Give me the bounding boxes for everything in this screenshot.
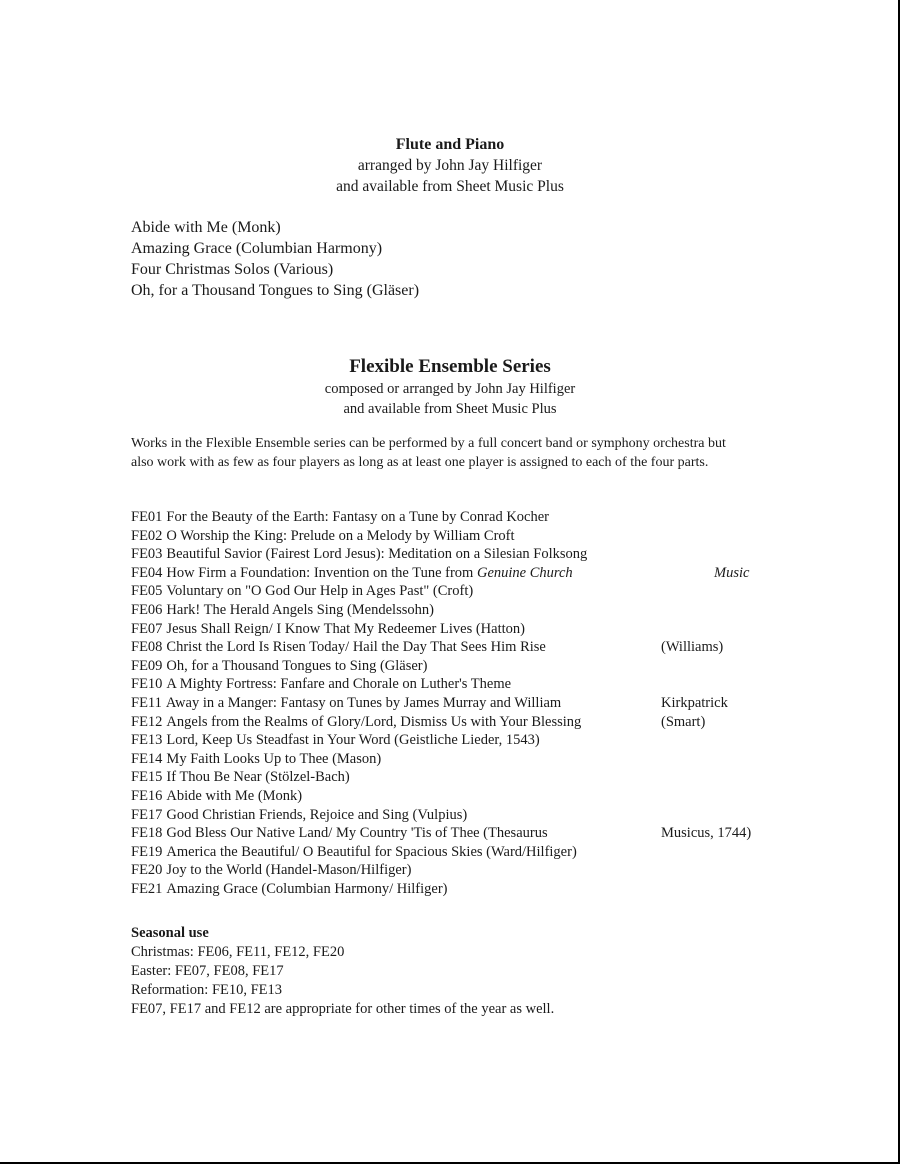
flute-piece: Abide with Me (Monk) [131,219,281,236]
flute-section-header [0,134,900,197]
flute-piece: Amazing Grace (Columbian Harmony) [131,240,383,257]
fe-section-title: Flexible Ensemble Series [349,356,551,377]
fe-code: FE18 [131,825,163,842]
fe-list-item [131,675,781,694]
fe-code: FE08 [131,639,163,656]
seasonal-line: Reformation: FE10, FE13 [131,982,283,998]
fe-title: O Worship the King: Prelude on a Melody by William Croft [166,527,515,544]
fe-title-tail: Musicus, 1744) [661,825,752,842]
fe-list-item [131,824,781,843]
fe-list-item [131,620,781,639]
fe-code: FE20 [131,862,163,879]
fe-code: FE13 [131,732,163,749]
flute-piece: Oh, for a Thousand Tongues to Sing (Gläser) [131,282,420,299]
flute-piece: Four Christmas Solos (Various) [131,261,334,278]
fe-title: Beautiful Savior (Fairest Lord Jesus): Meditation on a Silesian Folksong [166,546,588,563]
flute-section-availability: and available from Sheet Music Plus [336,178,564,195]
fe-title: Jesus Shall Reign/ I Know That My Redeemer Lives (Hatton) [166,620,525,637]
fe-code: FE03 [131,546,163,563]
fe-code: FE16 [131,787,163,804]
fe-list-item [131,582,781,601]
fe-title: How Firm a Foundation: Invention on the Tune from [166,564,474,581]
fe-section-arranger: composed or arranged by John Jay Hilfiger [324,381,576,397]
seasonal-line: Easter: FE07, FE08, FE17 [131,963,284,979]
fe-title: Abide with Me (Monk) [166,787,303,804]
fe-list-item [131,657,781,676]
fe-intro-paragraph: Works in the Flexible Ensemble series can be performed by a full concert band or symphony orchestra but also work with as few as four players as long as at least one player is assigned to each of the four parts. [131,436,726,470]
fe-list-item [131,638,781,657]
fe-title: Good Christian Friends, Rejoice and Sing (Vulpius) [166,806,468,823]
fe-list-item [131,545,781,564]
fe-title-tail: Kirkpatrick [661,694,728,711]
flute-section-title: Flute and Piano [395,136,505,153]
fe-title-tail: (Williams) [661,639,724,656]
seasonal-line: Christmas: FE06, FE11, FE12, FE20 [131,944,345,960]
fe-section-availability: and available from Sheet Music Plus [343,401,557,417]
fe-title: For the Beauty of the Earth: Fantasy on a Tune by Conrad Kocher [166,509,549,525]
flute-piece-list [131,217,419,301]
fe-title: Voluntary on "O God Our Help in Ages Past" (Croft) [166,583,474,600]
fe-code: FE10 [131,676,163,693]
fe-list-item [131,861,781,880]
flute-section-arranger: arranged by John Jay Hilfiger [357,157,543,174]
fe-list-item [131,750,781,769]
fe-list-item [131,880,781,899]
fe-section-header [0,355,900,419]
fe-code: FE05 [131,583,163,600]
fe-code: FE17 [131,806,163,823]
seasonal-use-heading: Seasonal use [131,925,209,941]
fe-list-item [131,713,781,732]
fe-list-item [131,694,781,713]
seasonal-line: FE07, FE17 and FE12 are appropriate for other times of the year as well. [131,1001,555,1017]
fe-list-item [131,601,781,620]
fe-code: FE02 [131,527,163,544]
fe-list-item [131,564,781,583]
fe-code: FE21 [131,880,163,897]
fe-list-item [131,806,781,825]
fe-title: A Mighty Fortress: Fanfare and Chorale on Luther's Theme [166,676,512,693]
fe-code: FE07 [131,620,163,637]
fe-piece-list [131,508,781,898]
fe-list-item [131,787,781,806]
fe-list-item [131,731,781,750]
fe-code: FE11 [131,694,162,711]
seasonal-use-section [131,924,554,1019]
fe-list-item [131,508,781,527]
fe-title: Angels from the Realms of Glory/Lord, Dismiss Us with Your Blessing [166,713,582,730]
fe-list-item [131,768,781,787]
fe-title: Away in a Manger: Fantasy on Tunes by James Murray and William [165,694,562,711]
fe-title: Joy to the World (Handel-Mason/Hilfiger) [166,862,412,879]
fe-title: Oh, for a Thousand Tongues to Sing (Gläser) [166,657,428,674]
fe-code: FE14 [131,750,163,767]
fe-code: FE19 [131,843,163,860]
fe-title: If Thou Be Near (Stölzel-Bach) [166,769,350,786]
fe-title: My Faith Looks Up to Thee (Mason) [166,750,382,767]
fe-title-tail: Music [714,564,750,581]
fe-title: Christ the Lord Is Risen Today/ Hail the Day That Sees Him Rise [166,639,546,656]
fe-title-italic: Genuine Church [476,564,573,581]
fe-title-tail: (Smart) [661,713,706,730]
fe-code: FE06 [131,601,163,618]
fe-code: FE01 [131,509,163,525]
fe-title: America the Beautiful/ O Beautiful for Spacious Skies (Ward/Hilfiger) [166,843,577,860]
fe-code: FE15 [131,769,163,786]
fe-title: God Bless Our Native Land/ My Country 'Tis of Thee (Thesaurus [166,825,548,842]
fe-title: Hark! The Herald Angels Sing (Mendelssohn) [166,601,434,618]
fe-code: FE04 [131,564,163,581]
fe-list-item [131,527,781,546]
fe-code: FE12 [131,713,163,730]
fe-title: Lord, Keep Us Steadfast in Your Word (Geistliche Lieder, 1543) [166,732,540,749]
fe-list-item [131,843,781,862]
fe-title: Amazing Grace (Columbian Harmony/ Hilfiger) [166,880,448,897]
fe-code: FE09 [131,657,163,674]
